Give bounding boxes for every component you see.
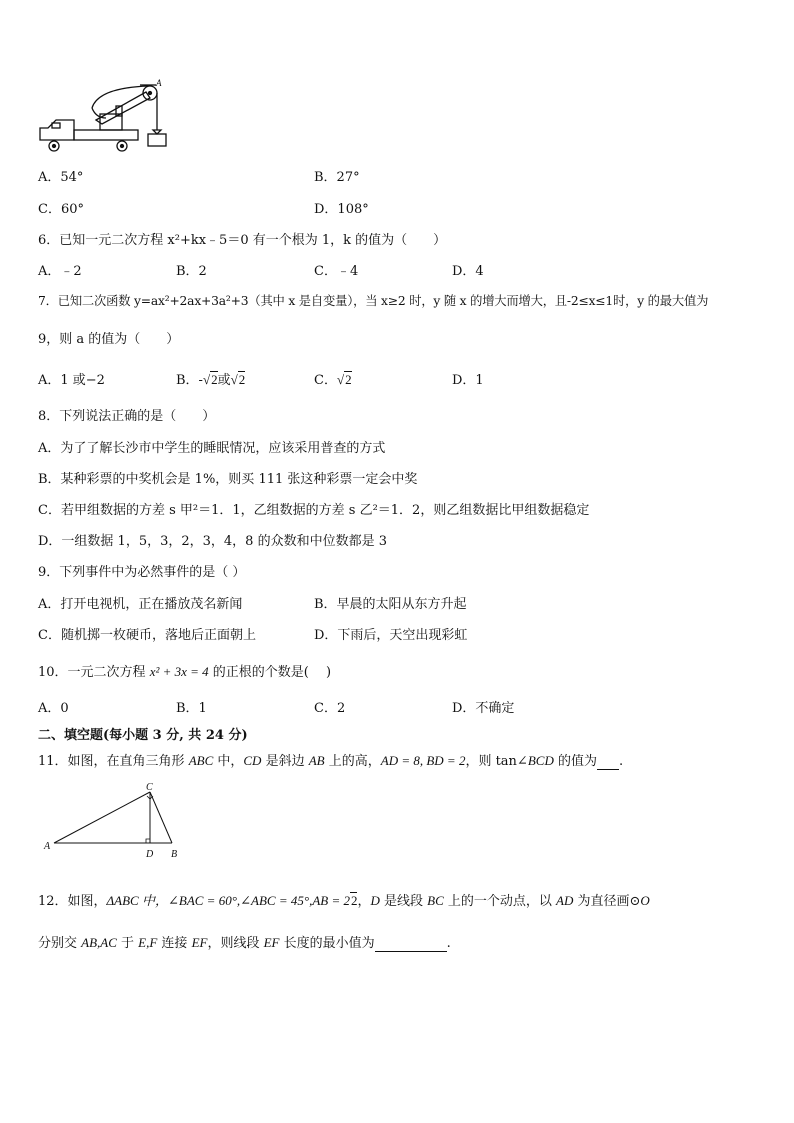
boom-arm xyxy=(96,92,150,124)
q12-mid6: 连接 xyxy=(157,936,192,951)
q12-end: . xyxy=(446,936,451,951)
q12-ad: AD xyxy=(556,893,574,908)
q11-end: . xyxy=(618,754,624,769)
q8-option-d: D．一组数据 1，5，3，2，3，4，8 的众数和中位数都是 3 xyxy=(38,534,387,549)
label-b: B xyxy=(171,849,178,860)
q7-option-b: B．-√2或√2 xyxy=(176,372,246,388)
q5-option-c: C．60° xyxy=(38,202,84,217)
q6-option-b: B．2 xyxy=(176,264,207,279)
q7-option-b-prefix: B．- xyxy=(176,373,203,388)
q7-option-c-prefix: C． xyxy=(314,373,337,388)
q7-option-c: C．√2 xyxy=(314,372,352,388)
q10-option-d: D．不确定 xyxy=(452,701,515,716)
truck-bed xyxy=(74,130,138,140)
q12-answer-blank[interactable] xyxy=(375,936,447,952)
q12-bc: BC xyxy=(427,893,444,908)
q10-stem xyxy=(38,661,331,680)
q11-mid3: 上的高， xyxy=(324,754,381,769)
q12-abac: AB,AC xyxy=(81,935,117,950)
crane-label-a: A xyxy=(156,78,162,88)
section-2-heading: 二、填空题(每小题 3 分, 共 24 分) xyxy=(38,728,248,743)
q12-ef2: EF xyxy=(191,935,208,950)
q7-option-c-radicand: 2 xyxy=(345,372,352,387)
q8-option-a: A．为了了解长沙市中学生的睡眠情况，应该采用普查的方式 xyxy=(38,441,386,456)
q12-condition: ΔABC 中，∠BAC = 60°,∠ABC = 45°,AB = 2 xyxy=(106,893,350,908)
q10-option-b: B．1 xyxy=(176,701,207,716)
boom-cable-top xyxy=(92,86,148,108)
label-c: C xyxy=(146,782,153,793)
q11-mid1: 中， xyxy=(213,754,244,769)
q7-stem-line2: 9，则 a 的值为（ ） xyxy=(38,332,180,347)
q8-stem: 8．下列说法正确的是（ ） xyxy=(38,409,216,424)
q9-option-a: A．打开电视机，正在播放茂名新闻 xyxy=(38,597,243,612)
q12-ef3: EF xyxy=(263,935,280,950)
cab-window xyxy=(52,123,60,128)
load-block xyxy=(148,134,166,146)
q12-o: O xyxy=(640,893,650,908)
side-ac xyxy=(54,792,150,843)
q5-option-b: B．27° xyxy=(314,170,360,185)
q9-option-c: C．随机掷一枚硬币，落地后正面朝上 xyxy=(38,628,256,643)
q11-mid2: 是斜边 xyxy=(261,754,309,769)
q9-stem: 9．下列事件中为必然事件的是（ ） xyxy=(38,565,246,580)
q6-stem: 6．已知一元二次方程 x²+kx﹣5＝0 有一个根为 1，k 的值为（ ） xyxy=(38,233,447,248)
q12-stem-line2 xyxy=(38,932,451,952)
q12-mid7: ，则线段 xyxy=(207,936,264,951)
q9-option-d: D．下雨后，天空出现彩虹 xyxy=(314,628,468,643)
q10-stem-prefix: 10．一元二次方程 xyxy=(38,665,150,680)
q11-answer-blank[interactable] xyxy=(597,754,619,770)
q9-option-b: B．早晨的太阳从东方升起 xyxy=(314,597,467,612)
label-a: A xyxy=(44,841,51,852)
q11-mid4: ，则 tan∠ xyxy=(465,754,528,769)
q12-line2-prefix: 分别交 xyxy=(38,936,82,951)
q11-abc: ABC xyxy=(188,753,214,768)
q12-mid8: 长度的最小值为 xyxy=(279,936,375,951)
label-d: D xyxy=(146,849,154,860)
q12-d: D xyxy=(370,893,380,908)
q11-cd: CD xyxy=(243,753,262,768)
q12-mid3: 上的一个动点，以 xyxy=(443,894,557,909)
q6-option-d: D．4 xyxy=(452,264,484,279)
q7-option-d: D．1 xyxy=(452,373,484,388)
q12-mid4: 为直径画⊙ xyxy=(573,894,641,909)
q12-mid1: ， xyxy=(357,894,371,909)
crane-truck-figure xyxy=(36,78,168,158)
q11-suffix: 的值为 xyxy=(553,754,597,769)
q12-radicand: 2 xyxy=(350,893,358,908)
q5-option-d: D．108° xyxy=(314,202,369,217)
q12-stem-line1 xyxy=(38,890,650,909)
q6-option-a: A．﹣2 xyxy=(38,264,82,279)
q7-option-b-radicand-2: 2 xyxy=(238,372,246,387)
q7-option-b-radicand-1: 2 xyxy=(211,372,218,387)
side-bc xyxy=(150,792,172,843)
q10-stem-suffix: 的正根的个数是( ) xyxy=(208,665,332,680)
q12-mid5: 于 xyxy=(116,936,139,951)
q10-option-c: C．2 xyxy=(314,701,346,716)
q11-stem-prefix: 11．如图，在直角三角形 xyxy=(38,754,189,769)
q12-mid2: 是线段 xyxy=(379,894,428,909)
q7-stem-line1: 7．已知二次函数 y=ax²+2ax+3a²+3（其中 x 是自变量），当 x≥2 时，y 随 x 的增大而增大，且-2≤x≤1时，y 的最大值为 xyxy=(38,294,709,308)
q11-bcd: BCD xyxy=(527,753,554,768)
q11-stem xyxy=(38,750,623,770)
q12-stem-prefix: 12．如图， xyxy=(38,894,107,909)
q12-ef: E,F xyxy=(138,935,158,950)
q10-equation: x² + 3x = 4 xyxy=(149,664,209,679)
q7-option-a: A．1 或−2 xyxy=(38,373,105,388)
q10-option-a: A．0 xyxy=(38,701,69,716)
q8-option-b: B．某种彩票的中奖机会是 1%，则买 111 张这种彩票一定会中奖 xyxy=(38,472,418,487)
q8-option-c: C．若甲组数据的方差 s 甲²＝1．1，乙组数据的方差 s 乙²＝1．2，则乙组数据比甲组数据稳定 xyxy=(38,503,590,518)
q11-condition: AD = 8, BD = 2 xyxy=(380,753,466,768)
q5-option-a: A．54° xyxy=(38,170,84,185)
q6-option-c: C．﹣4 xyxy=(314,264,359,279)
q7-option-b-or: 或 xyxy=(217,373,231,388)
q11-ab: AB xyxy=(308,753,325,768)
q11-triangle-figure xyxy=(40,782,190,862)
